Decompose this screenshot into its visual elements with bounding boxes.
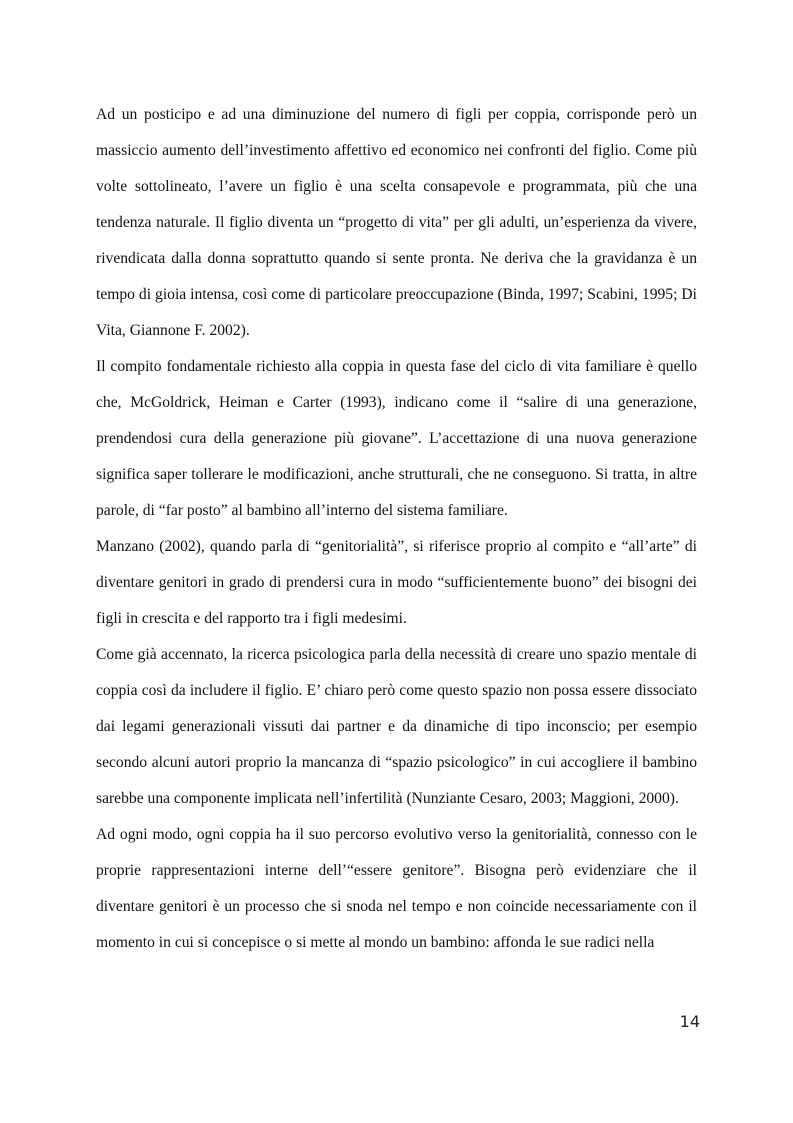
paragraph-spazio-mentale: Come già accennato, la ricerca psicologica parla della necessità di creare uno spazio mentale di coppia così da includere il figlio. E’ chiaro però come questo spazio non possa essere dissociato dai legami generazionali vissuti dai partner e da dinamiche di tipo inconscio; per esempio secondo alcuni autori proprio la mancanza di “spazio psicologico” in cui accogliere il bambino sarebbe una componente implicata nell’infertilità (Nunziante Cesaro, 2003; Maggioni, 2000). (96, 646, 697, 807)
page-number: 14 (679, 1012, 700, 1031)
paragraph-compito-coppia: Il compito fondamentale richiesto alla coppia in questa fase del ciclo di vita familiare è quello che, McGoldrick, Heiman e Carter (1993), indicano come il “salire di una generazione, prendendosi cura della generazione più giovane”. L’accettazione di una nuova generazione significa saper tollerare le modificazioni, anche strutturali, che ne conseguono. Si tratta, in altre parole, di “far posto” al bambino all’interno del sistema familiare. (96, 358, 697, 519)
body-text (96, 97, 697, 961)
paragraph-posticipo-figli: Ad un posticipo e ad una diminuzione del numero di figli per coppia, corrisponde però un massiccio aumento dell’investimento affettivo ed economico nei confronti del figlio. Come più volte sottolineato, l’avere un figlio è una scelta consapevole e programmata, più che una tendenza naturale. Il figlio diventa un “progetto di vita” per gli adulti, un’esperienza da vivere, rivendicata dalla donna soprattutto quando si sente pronta. Ne deriva che la gravidanza è un tempo di gioia intensa, così come di particolare preoccupazione (Binda, 1997; Scabini, 1995; Di Vita, Giannone F. 2002). (96, 106, 697, 339)
paragraph-genitorialita-manzano: Manzano (2002), quando parla di “genitorialità”, si riferisce proprio al compito e “all’arte” di diventare genitori in grado di prendersi cura in modo “sufficientemente buono” dei bisogni dei figli in crescita e del rapporto tra i figli medesimi. (96, 538, 697, 627)
paragraph-percorso-evolutivo: Ad ogni modo, ogni coppia ha il suo percorso evolutivo verso la genitorialità, connesso con le proprie rappresentazioni interne dell’“essere genitore”. Bisogna però evidenziare che il diventare genitori è un processo che si snoda nel tempo e non coincide necessariamente con il momento in cui si concepisce o si mette al mondo un bambino: affonda le sue radici nella (96, 826, 697, 951)
